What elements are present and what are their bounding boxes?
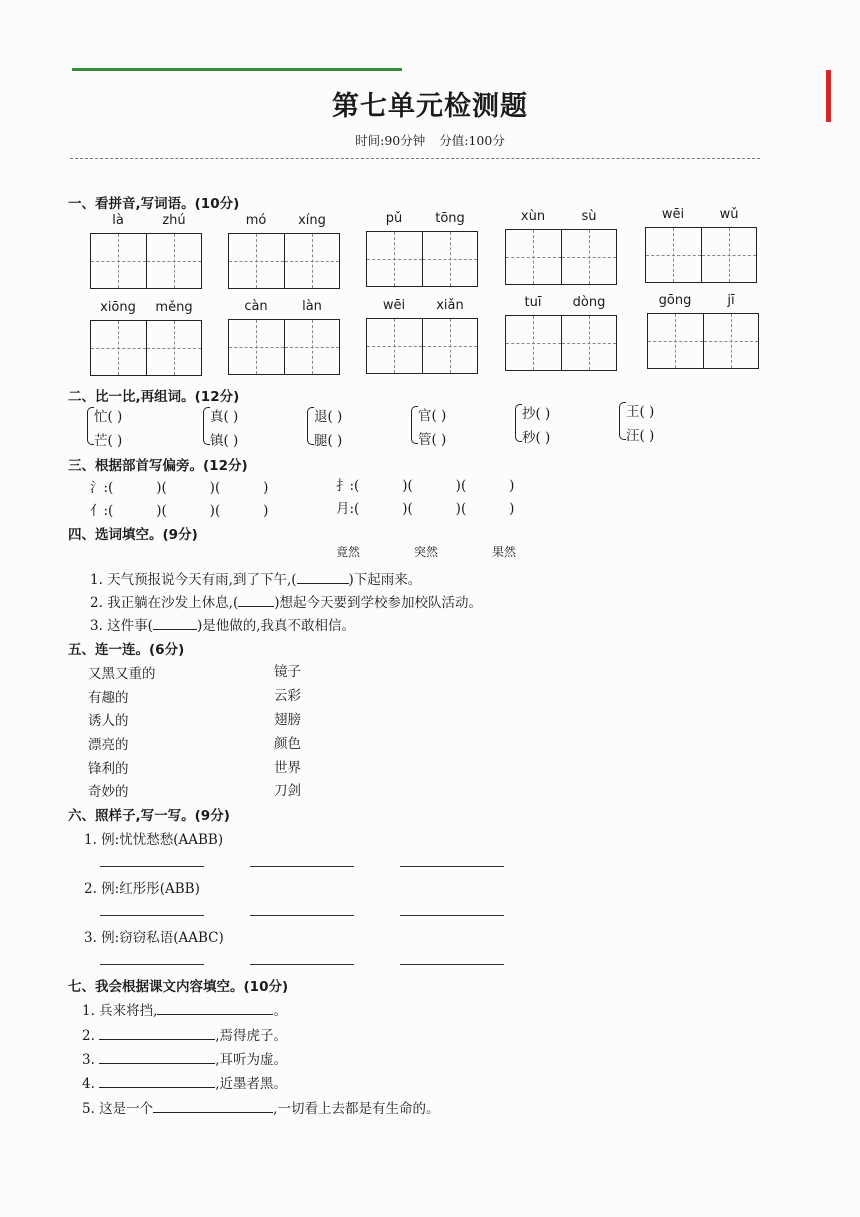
answer-blank[interactable] [297,583,349,584]
match-right-item[interactable]: 颜色 [274,736,301,752]
brace-icon [87,407,94,445]
fill-question: 3. 这件事( )是他做的,我真不敢相信。 [90,618,356,634]
section5-heading: 五、连一连。(6分) [68,642,185,658]
word-bank-item: 竟然 [336,545,361,559]
match-right-item[interactable]: 翅膀 [274,712,301,728]
char-pair-row[interactable]: 秒( ) [522,430,551,446]
recite-question: 3. ,耳听为虚。 [82,1048,287,1068]
radical-row[interactable]: 亻:( )( )( ) [90,503,269,519]
char-pair-row[interactable]: 芒( ) [94,433,123,449]
pinyin-syllable: sù [581,209,597,224]
char-pair-row[interactable]: 镇( ) [210,433,239,449]
char-pair-row[interactable]: 真( ) [210,409,239,425]
brace-icon [515,404,522,442]
answer-line[interactable] [250,915,354,916]
answer-blank[interactable] [99,1073,215,1088]
exam-score: 分值:100分 [439,133,505,148]
char-pair-row[interactable]: 退( ) [314,409,343,425]
brace-icon [203,407,210,445]
char-pair [522,402,550,450]
recite-question: 2. ,焉得虎子。 [82,1024,287,1044]
answer-line[interactable] [100,866,204,867]
radical-row[interactable]: 扌:( )( )( ) [336,478,515,494]
char-pair-row[interactable]: 抄( ) [522,406,551,422]
pinyin-syllable: wǔ [719,207,739,222]
match-right-item[interactable]: 刀剑 [274,783,301,799]
page-title: 第七单元检测题 [332,91,528,122]
pinyin-syllable: tōng [435,211,465,226]
match-right-item[interactable]: 世界 [274,760,301,776]
answer-line[interactable] [400,915,504,916]
pinyin-syllable: měng [155,300,193,315]
char-pair-row[interactable]: 官( ) [418,408,447,424]
char-pair [418,404,446,452]
section6-heading: 六、照样子,写一写。(9分) [68,808,230,824]
pinyin-syllable: xiōng [100,300,136,315]
answer-blank[interactable] [238,606,274,607]
match-right-item[interactable]: 镜子 [274,664,301,680]
char-pair-row[interactable]: 王( ) [626,404,655,420]
pinyin-syllable: xiǎn [436,298,464,313]
char-pair [210,405,238,453]
writing-grid[interactable] [90,320,202,376]
match-left-item[interactable]: 诱人的 [88,713,129,729]
pinyin-syllable: pǔ [385,211,403,226]
writing-grid[interactable] [366,231,478,287]
pinyin-syllable: gōng [658,293,692,308]
pinyin-syllable: xùn [520,209,546,224]
pinyin-syllable: jī [727,293,735,308]
char-pair-row[interactable]: 汪( ) [626,428,655,444]
writing-grid[interactable] [647,313,759,369]
pinyin-syllable: là [112,213,124,228]
example-prompt: 2. 例:红彤彤(ABB) [84,881,200,897]
recite-question: 5. 这是一个 ,一切看上去都是有生命的。 [82,1097,439,1117]
answer-blank[interactable] [99,1025,215,1040]
pinyin-syllable: zhú [162,213,186,228]
char-pair [314,405,342,453]
writing-grid[interactable] [90,233,202,289]
answer-blank[interactable] [153,629,197,630]
header-divider [70,158,760,159]
word-bank [336,543,570,560]
pinyin-syllable: dòng [572,295,606,310]
section7-heading: 七、我会根据课文内容填空。(10分) [68,979,289,995]
brace-icon [411,406,418,444]
answer-line[interactable] [100,964,204,965]
radical-row[interactable]: 月:( )( )( ) [336,501,515,517]
fill-question: 2. 我正躺在沙发上休息,( )想起今天要到学校参加校队活动。 [90,595,483,611]
section1-heading: 一、看拼音,写词语。(10分) [68,196,240,212]
answer-blank[interactable] [157,1000,273,1015]
writing-grid[interactable] [505,315,617,371]
pinyin-syllable: tuī [524,295,542,310]
section3-heading: 三、根据部首写偏旁。(12分) [68,458,248,474]
recite-question: 1. 兵来将挡, 。 [82,999,287,1019]
radical-row[interactable]: 氵:( )( )( ) [90,480,269,496]
char-pair-row[interactable]: 管( ) [418,432,447,448]
recite-question: 4. ,近墨者黑。 [82,1072,287,1092]
exam-info [0,131,860,149]
char-pair [626,400,654,448]
pinyin-syllable: wēi [661,207,685,222]
answer-line[interactable] [250,866,354,867]
answer-line[interactable] [250,964,354,965]
green-top-rule [72,68,402,71]
pinyin-syllable: mó [245,213,267,228]
writing-grid[interactable] [228,319,340,375]
char-pair [94,405,122,453]
example-prompt: 1. 例:忧忧愁愁(AABB) [84,832,224,848]
writing-grid[interactable] [505,229,617,285]
brace-icon [619,402,626,440]
writing-grid[interactable] [228,233,340,289]
match-left-item[interactable]: 有趣的 [88,690,129,706]
answer-line[interactable] [400,964,504,965]
pinyin-syllable: làn [302,299,322,314]
writing-grid[interactable] [645,227,757,283]
fill-question: 1. 天气预报说今天有雨,到了下午,( )下起雨来。 [90,572,422,588]
brace-icon [307,407,314,445]
pinyin-syllable: wēi [382,298,406,313]
writing-grid[interactable] [366,318,478,374]
answer-line[interactable] [400,866,504,867]
answer-line[interactable] [100,915,204,916]
char-pair-row[interactable]: 腿( ) [314,433,343,449]
pinyin-syllable: càn [244,299,268,314]
pinyin-syllable: xíng [298,213,326,228]
word-bank-item: 突然 [414,545,439,559]
word-bank-item: 果然 [492,545,517,559]
match-left-item[interactable]: 锋利的 [88,761,129,777]
example-prompt: 3. 例:窃窃私语(AABC) [84,930,224,946]
answer-blank[interactable] [153,1098,273,1113]
match-left-item[interactable]: 漂亮的 [88,737,129,753]
section2-heading: 二、比一比,再组词。(12分) [68,389,240,405]
match-left-item[interactable]: 又黑又重的 [88,666,156,682]
section4-heading: 四、选词填空。(9分) [68,527,198,543]
exam-time: 时间:90分钟 [355,133,426,148]
answer-blank[interactable] [99,1049,215,1064]
match-right-item[interactable]: 云彩 [274,688,301,704]
match-left-item[interactable]: 奇妙的 [88,784,129,800]
char-pair-row[interactable]: 忙( ) [94,409,123,425]
